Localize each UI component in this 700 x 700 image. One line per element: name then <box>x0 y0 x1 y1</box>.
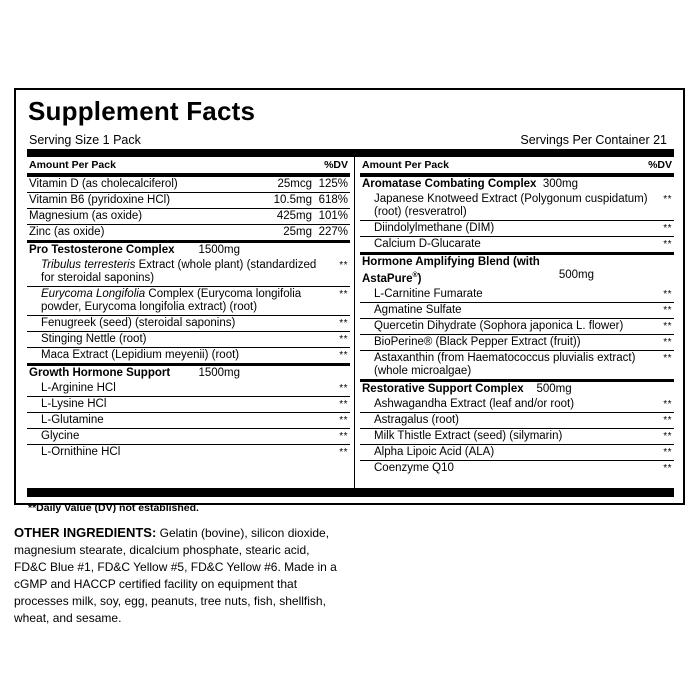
right-column-header <box>360 157 674 177</box>
ingredient-row: Astaxanthin (from Haematococcus pluvialis extract) (whole microalgae) ** <box>360 351 674 382</box>
ingredient-row: Milk Thistle Extract (seed) (silymarin) ** <box>360 429 674 445</box>
dv-label: %DV <box>324 159 348 171</box>
ingredient-row: Tribulus terresteris Extract (whole plant) (standardized for steroidal saponins) ** <box>27 258 350 287</box>
ingredient-row: L-Glutamine ** <box>27 413 350 429</box>
ingredient-row: Ashwagandha Extract (leaf and/or root) ** <box>360 397 674 413</box>
nutrient-row: Vitamin D (as cholecalciferol) 25mcg 125% <box>27 177 350 193</box>
ingredient-row: L-Carnitine Fumarate ** <box>360 287 674 303</box>
panel-title: Supplement Facts <box>28 96 256 126</box>
ingredient-row: Alpha Lipoic Acid (ALA) ** <box>360 445 674 461</box>
ingredient-row: L-Arginine HCl ** <box>27 381 350 397</box>
ingredient-row: L-Ornithine HCl ** <box>41 446 348 458</box>
header-divider-bar <box>27 149 674 157</box>
other-ingredients <box>14 524 342 627</box>
dv-footnote: **Daily Value (DV) not established. <box>28 502 199 514</box>
amount-per-pack-label: Amount Per Pack <box>29 159 116 171</box>
ingredient-row: Quercetin Dihydrate (Sophora japonica L. flower) ** <box>360 319 674 335</box>
nutrient-row: Magnesium (as oxide) 425mg 101% <box>27 209 350 225</box>
right-column <box>360 157 674 476</box>
nutrient-row: Zinc (as oxide) 25mg 227% <box>27 225 350 243</box>
other-ingredients-text: Gelatin (bovine), silicon dioxide, magnesium stearate, dicalcium phosphate, stearic acid, FD&C Blue #1, FD&C Yellow #5, FD&C Yellow #6. Made in a cGMP and HACCP certified facility on equipment that processes milk, soy, egg, peanuts, tree nuts, fish, shellfish, wheat, and sesame. <box>14 526 337 625</box>
ingredient-row: Glycine ** <box>27 429 350 445</box>
ingredient-row: L-Lysine HCl ** <box>27 397 350 413</box>
blend-header-growth-hormone: Growth Hormone Support 1500mg <box>29 367 240 379</box>
other-ingredients-label: OTHER INGREDIENTS: <box>14 525 157 540</box>
nutrient-row: Vitamin B6 (pyridoxine HCl) 10.5mg 618% <box>27 193 350 209</box>
ingredient-row: Calcium D-Glucarate ** <box>360 237 674 255</box>
ingredient-row: Coenzyme Q10 ** <box>374 461 672 474</box>
ingredient-row: Astragalus (root) ** <box>360 413 674 429</box>
ingredient-row: Eurycoma Longifolia Complex (Eurycoma longifolia powder, Eurycoma longifolia extract) (root) ** <box>27 287 350 316</box>
servings-per-container: Servings Per Container 21 <box>520 133 667 147</box>
dv-label: %DV <box>648 159 672 171</box>
footer-divider-bar <box>27 488 674 497</box>
blend-header-aromatase: Aromatase Combating Complex 300mg <box>362 178 579 190</box>
ingredient-row: Japanese Knotweed Extract (Polygonum cuspidatum) (root) (resveratrol) ** <box>360 192 674 221</box>
column-divider <box>354 157 355 489</box>
blend-header-restorative: Restorative Support Complex 500mg <box>362 382 572 395</box>
ingredient-row: BioPerine® (Black Pepper Extract (fruit)) ** <box>360 335 674 351</box>
ingredient-row: Fenugreek (seed) (steroidal saponins) ** <box>27 316 350 332</box>
blend-header-pro-testosterone: Pro Testosterone Complex 1500mg <box>29 244 240 256</box>
left-column-header <box>27 157 350 177</box>
blend-header-hormone-amplifying: Hormone Amplifying Blend (with AstaPure®) 500mg <box>362 256 594 285</box>
supplement-facts-panel <box>14 88 685 514</box>
amount-per-pack-label: Amount Per Pack <box>362 159 449 171</box>
ingredient-row: Stinging Nettle (root) ** <box>27 332 350 348</box>
serving-size: Serving Size 1 Pack <box>29 133 141 147</box>
ingredient-row: Diindolylmethane (DIM) ** <box>360 221 674 237</box>
ingredient-row: Maca Extract (Lepidium meyenii) (root) ** <box>27 348 350 366</box>
left-column <box>27 157 350 460</box>
ingredient-row: Agmatine Sulfate ** <box>360 303 674 319</box>
